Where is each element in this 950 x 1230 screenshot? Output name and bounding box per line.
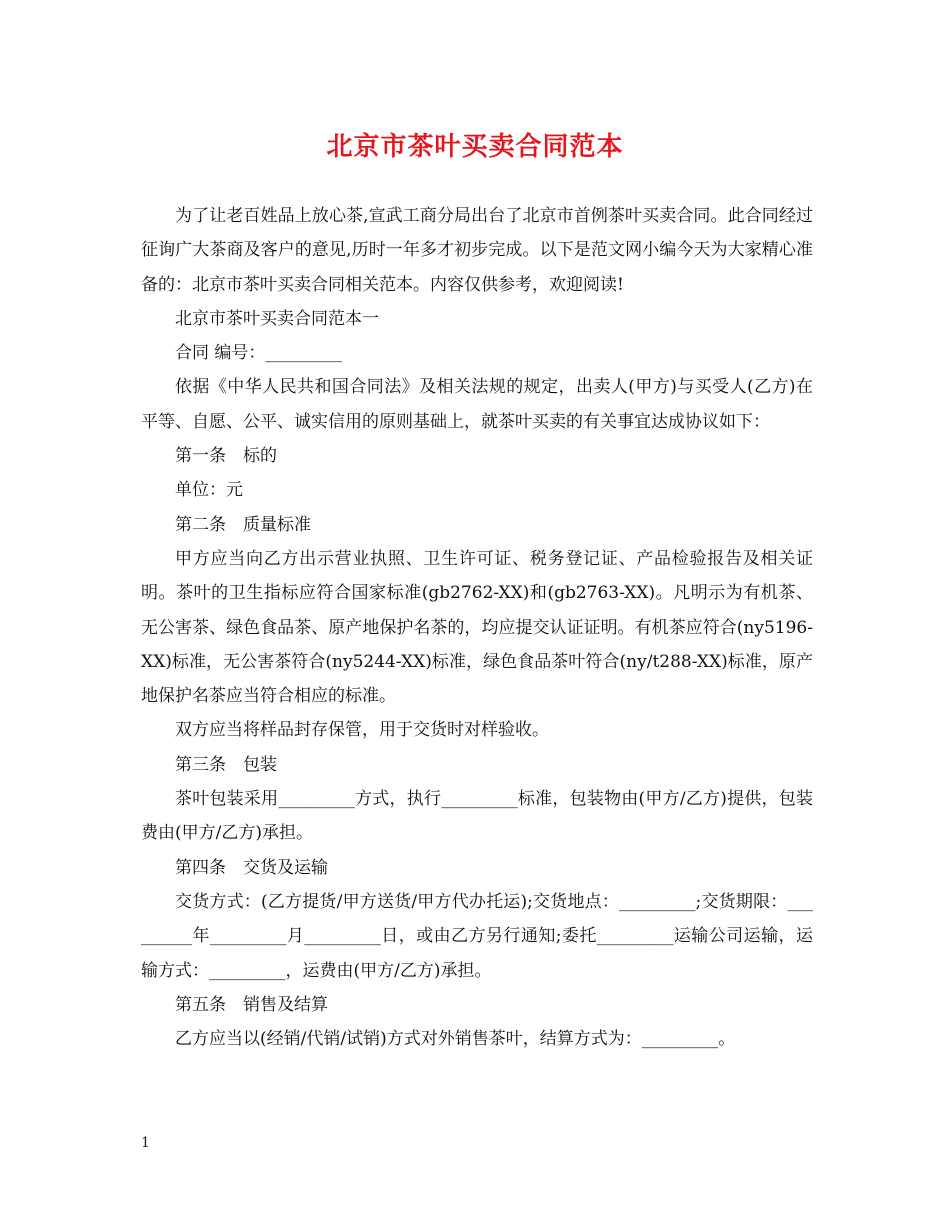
sample-storage-paragraph: 双方应当将样品封存保管，用于交货时对样验收。: [175, 720, 549, 741]
contract-number-line: 合同 编号：_________: [175, 343, 342, 364]
article-2-heading: 第二条 质量标准: [175, 514, 311, 535]
delivery-paragraph: 交货方式：(乙方提货/甲方送货/甲方代办托运);交货地点：_________;交货期限：_________年_________月_________日，或由乙方另行通知;委托_________运输公司运输，运输方式：_________，运费由(甲方/乙方)承担。: [141, 891, 813, 981]
page-number: 1: [141, 1135, 150, 1151]
article-5-heading: 第五条 销售及结算: [175, 994, 328, 1015]
article-3-heading: 第三条 包装: [175, 754, 277, 775]
unit-line: 单位：元: [175, 480, 243, 501]
packaging-paragraph: 茶叶包装采用_________方式，执行_________标准，包装物由(甲方/乙方)提供，包装费由(甲方/乙方)承担。: [141, 789, 813, 844]
settlement-paragraph: 乙方应当以(经销/代销/试销)方式对外销售茶叶，结算方式为：_________。: [175, 1029, 736, 1050]
article-1-heading: 第一条 标的: [175, 446, 277, 467]
article-4-heading: 第四条 交货及运输: [175, 857, 328, 878]
intro-paragraph: 为了让老百姓品上放心茶,宣武工商分局出台了北京市首例茶叶买卖合同。此合同经过征询广大茶商及客户的意见,历时一年多才初步完成。以下是范文网小编今天为大家精心准备的：北京市茶叶买卖合同相关范本。内容仅供参考，欢迎阅读!: [141, 206, 813, 295]
document-body: [141, 199, 813, 1056]
document-title: 北京市茶叶买卖合同范本: [326, 132, 624, 162]
quality-paragraph: 甲方应当向乙方出示营业执照、卫生许可证、税务登记证、产品检验报告及相关证明。茶叶的卫生指标应符合国家标准(gb2762-XX)和(gb2763-XX)。凡明示为有机茶、无公害茶、绿色食品茶、原产地保护名茶的，均应提交认证证明。有机茶应符合(ny5196-XX)标准，无公害茶符合(ny5244-XX)标准，绿色食品茶叶符合(ny/t288-XX)标准，原产地保护名茶应当符合相应的标准。: [141, 548, 813, 707]
preamble-paragraph: 依据《中华人民共和国合同法》及相关法规的规定，出卖人(甲方)与买受人(乙方)在平等、自愿、公平、诚实信用的原则基础上，就茶叶买卖的有关事宜达成协议如下：: [141, 377, 813, 432]
sample-heading: 北京市茶叶买卖合同范本一: [175, 308, 379, 329]
